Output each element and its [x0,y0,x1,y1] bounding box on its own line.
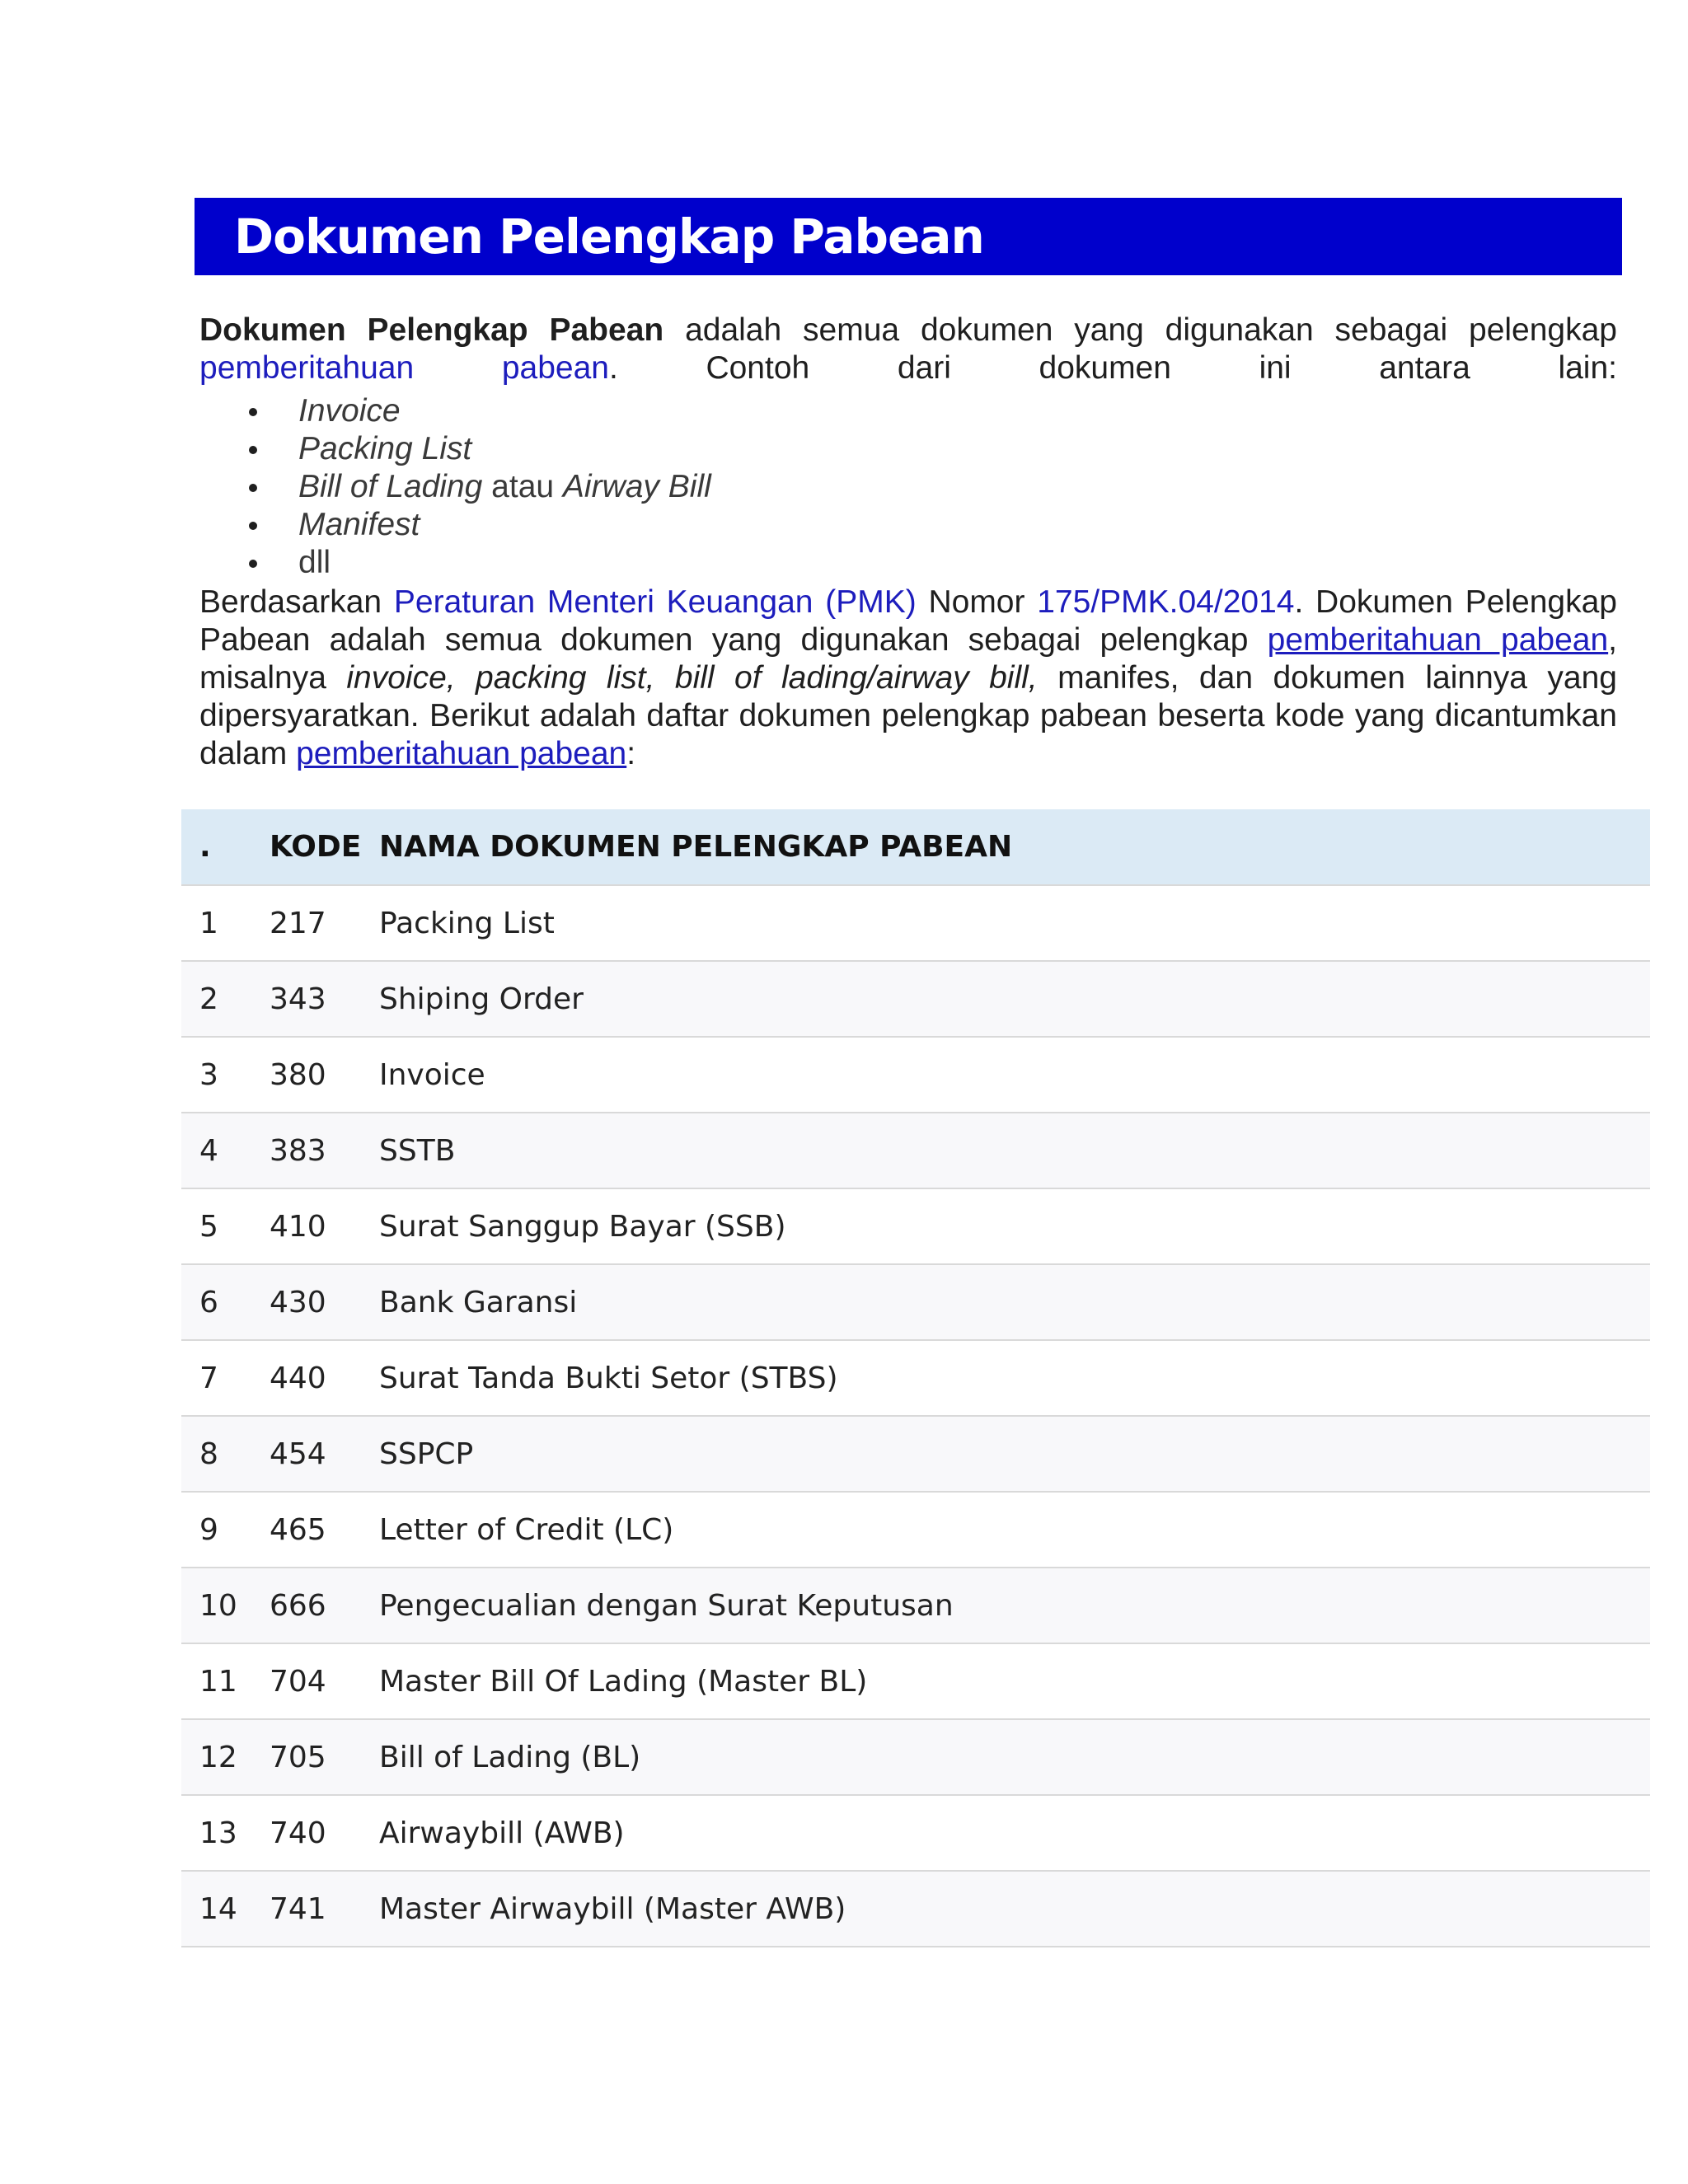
row-code: 741 [270,1871,379,1947]
row-no: 12 [181,1719,270,1795]
row-code: 666 [270,1568,379,1643]
row-no: 8 [181,1416,270,1492]
row-code: 465 [270,1492,379,1568]
link-pemberitahuan-pabean[interactable]: pemberitahuan pabean [1267,622,1609,658]
intro-text-1: adalah semua dokumen yang digunakan sebagai pelengkap [663,312,1617,348]
header-name: NAMA DOKUMEN PELENGKAP PABEAN [379,809,1650,885]
link-peraturan-menteri-keuangan[interactable]: Peraturan Menteri Keuangan (PMK) [393,584,917,620]
table-row [181,1264,1650,1340]
table-row [181,1340,1650,1416]
intro-link-pemberitahuan-pabean[interactable]: pemberitahuan pabean [199,350,609,386]
intro-text-2: . Contoh dari dokumen ini antara lain: [608,350,1617,386]
row-code: 704 [270,1643,379,1719]
row-no: 6 [181,1264,270,1340]
row-code: 343 [270,961,379,1037]
list-item: Bill of Lading atau Airway Bill [199,468,1189,506]
example-document-list [199,392,1189,582]
list-item: Manifest [199,506,1189,544]
row-no: 9 [181,1492,270,1568]
row-code: 410 [270,1188,379,1264]
row-name: Bank Garansi [379,1264,1650,1340]
intro-paragraph [199,312,1617,387]
row-name: Master Bill Of Lading (Master BL) [379,1643,1650,1719]
bullet-icon [249,446,257,454]
table-row [181,1492,1650,1568]
row-no: 2 [181,961,270,1037]
row-no: 14 [181,1871,270,1947]
title-banner [195,198,1622,275]
row-no: 7 [181,1340,270,1416]
row-name: Bill of Lading (BL) [379,1719,1650,1795]
table-row [181,1871,1650,1947]
table-row [181,1795,1650,1871]
row-no: 4 [181,1113,270,1188]
row-name: Pengecualian dengan Surat Keputusan [379,1568,1650,1643]
row-name: Master Airwaybill (Master AWB) [379,1871,1650,1947]
row-code: 705 [270,1719,379,1795]
table-row [181,1037,1650,1113]
link-pmk-number[interactable]: 175/PMK.04/2014 [1037,584,1295,620]
row-no: 11 [181,1643,270,1719]
row-name: SSTB [379,1113,1650,1188]
table-row [181,1568,1650,1643]
row-code: 430 [270,1264,379,1340]
header-code: KODE [270,809,379,885]
row-code: 217 [270,885,379,961]
row-no: 5 [181,1188,270,1264]
row-name: Packing List [379,885,1650,961]
bullet-icon [249,484,257,492]
row-name: Invoice [379,1037,1650,1113]
row-no: 10 [181,1568,270,1643]
table-header-row [181,809,1650,885]
list-item: dll [199,544,1189,582]
row-code: 383 [270,1113,379,1188]
row-no: 3 [181,1037,270,1113]
row-name: Surat Tanda Bukti Setor (STBS) [379,1340,1650,1416]
table-row [181,885,1650,961]
document-code-table [181,809,1650,1947]
intro-term: Dokumen Pelengkap Pabean [199,312,664,348]
row-code: 454 [270,1416,379,1492]
list-item: Invoice [199,392,1189,430]
table-row [181,1188,1650,1264]
regulation-paragraph: Berdasarkan Peraturan Menteri Keuangan (PMK) Nomor 175/PMK.04/2014. Dokumen Pelengkap Pabean adalah semua dokumen yang digunakan sebagai pelengkap pemberitahuan pabean, misalnya invoice, packing list, bill of lading/airway bill, manifes, dan dokumen lainnya yang dipersyaratkan. Berikut adalah daftar dokumen pelengkap pabean beserta kode yang dicantumkan dalam pemberitahuan pabean: [199,584,1618,771]
row-no: 1 [181,885,270,961]
list-item: Packing List [199,430,1189,468]
row-code: 740 [270,1795,379,1871]
row-name: SSPCP [379,1416,1650,1492]
bullet-icon [249,408,257,416]
bullet-icon [249,522,257,530]
link-pemberitahuan-pabean-2[interactable]: pemberitahuan pabean [296,736,627,771]
row-name: Shiping Order [379,961,1650,1037]
row-code: 440 [270,1340,379,1416]
table-row [181,961,1650,1037]
page-title: Dokumen Pelengkap Pabean [234,209,984,265]
row-name: Airwaybill (AWB) [379,1795,1650,1871]
row-no: 13 [181,1795,270,1871]
row-code: 380 [270,1037,379,1113]
header-no: . [181,809,270,885]
table-row [181,1719,1650,1795]
row-name: Surat Sanggup Bayar (SSB) [379,1188,1650,1264]
table-row [181,1416,1650,1492]
row-name: Letter of Credit (LC) [379,1492,1650,1568]
bullet-icon [249,560,257,568]
table-row [181,1113,1650,1188]
table-row [181,1643,1650,1719]
